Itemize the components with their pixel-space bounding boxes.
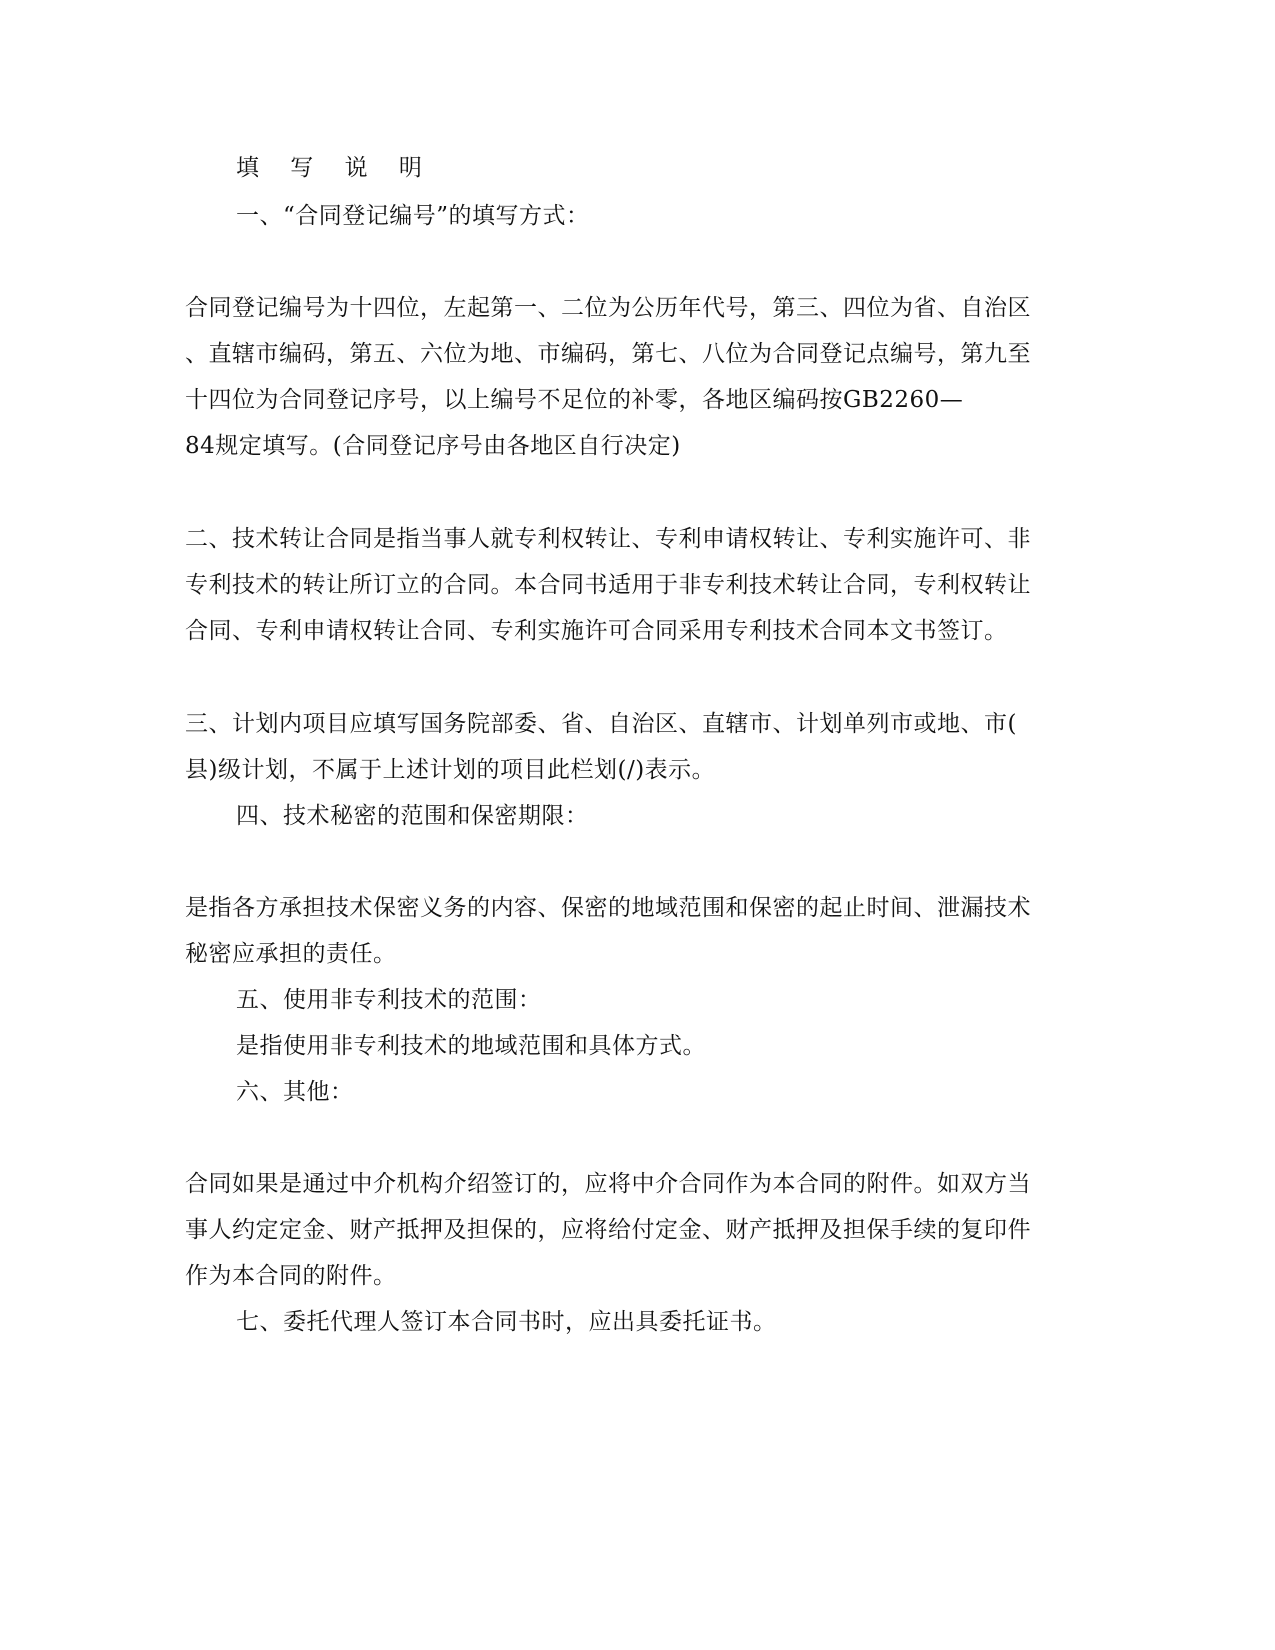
section-3-line: 县)级计划，不属于上述计划的项目此栏划(/)表示。 xyxy=(185,757,716,783)
section-5-body: 是指使用非专利技术的地域范围和具体方式。 xyxy=(236,1033,706,1059)
section-6-heading: 六、其他： xyxy=(236,1079,354,1105)
section-4-line: 秘密应承担的责任。 xyxy=(185,941,397,967)
section-2-line: 专利技术的转让所订立的合同。本合同书适用于非专利技术转让合同，专利权转让 xyxy=(185,572,1031,598)
section-4-heading: 四、技术秘密的范围和保密期限： xyxy=(236,803,589,829)
section-2-line: 二、技术转让合同是指当事人就专利权转让、专利申请权转让、专利实施许可、非 xyxy=(185,526,1031,552)
section-1-line: 十四位为合同登记序号，以上编号不足位的补零，各地区编码按GB2260— xyxy=(185,387,964,413)
section-5-heading: 五、使用非专利技术的范围： xyxy=(236,987,542,1013)
section-6-line: 合同如果是通过中介机构介绍签订的，应将中介合同作为本合同的附件。如双方当 xyxy=(185,1171,1031,1197)
section-1-line: 、直辖市编码，第五、六位为地、市编码，第七、八位为合同登记点编号，第九至 xyxy=(185,341,1031,367)
section-1-line: 84规定填写。(合同登记序号由各地区自行决定) xyxy=(185,433,681,459)
section-4-line: 是指各方承担技术保密义务的内容、保密的地域范围和保密的起止时间、泄漏技术 xyxy=(185,895,1031,921)
document-title: 填 写 说 明 xyxy=(236,155,434,181)
section-3-line: 三、计划内项目应填写国务院部委、省、自治区、直辖市、计划单列市或地、市( xyxy=(185,711,1017,737)
section-2-line: 合同、专利申请权转让合同、专利实施许可合同采用专利技术合同本文书签订。 xyxy=(185,618,1008,644)
section-1-line: 合同登记编号为十四位，左起第一、二位为公历年代号，第三、四位为省、自治区 xyxy=(185,295,1031,321)
section-6-line: 事人约定定金、财产抵押及担保的，应将给付定金、财产抵押及担保手续的复印件 xyxy=(185,1217,1031,1243)
section-7: 七、委托代理人签订本合同书时，应出具委托证书。 xyxy=(236,1309,777,1335)
section-1-heading: 一、“合同登记编号”的填写方式： xyxy=(236,203,590,229)
section-6-line: 作为本合同的附件。 xyxy=(185,1263,397,1289)
